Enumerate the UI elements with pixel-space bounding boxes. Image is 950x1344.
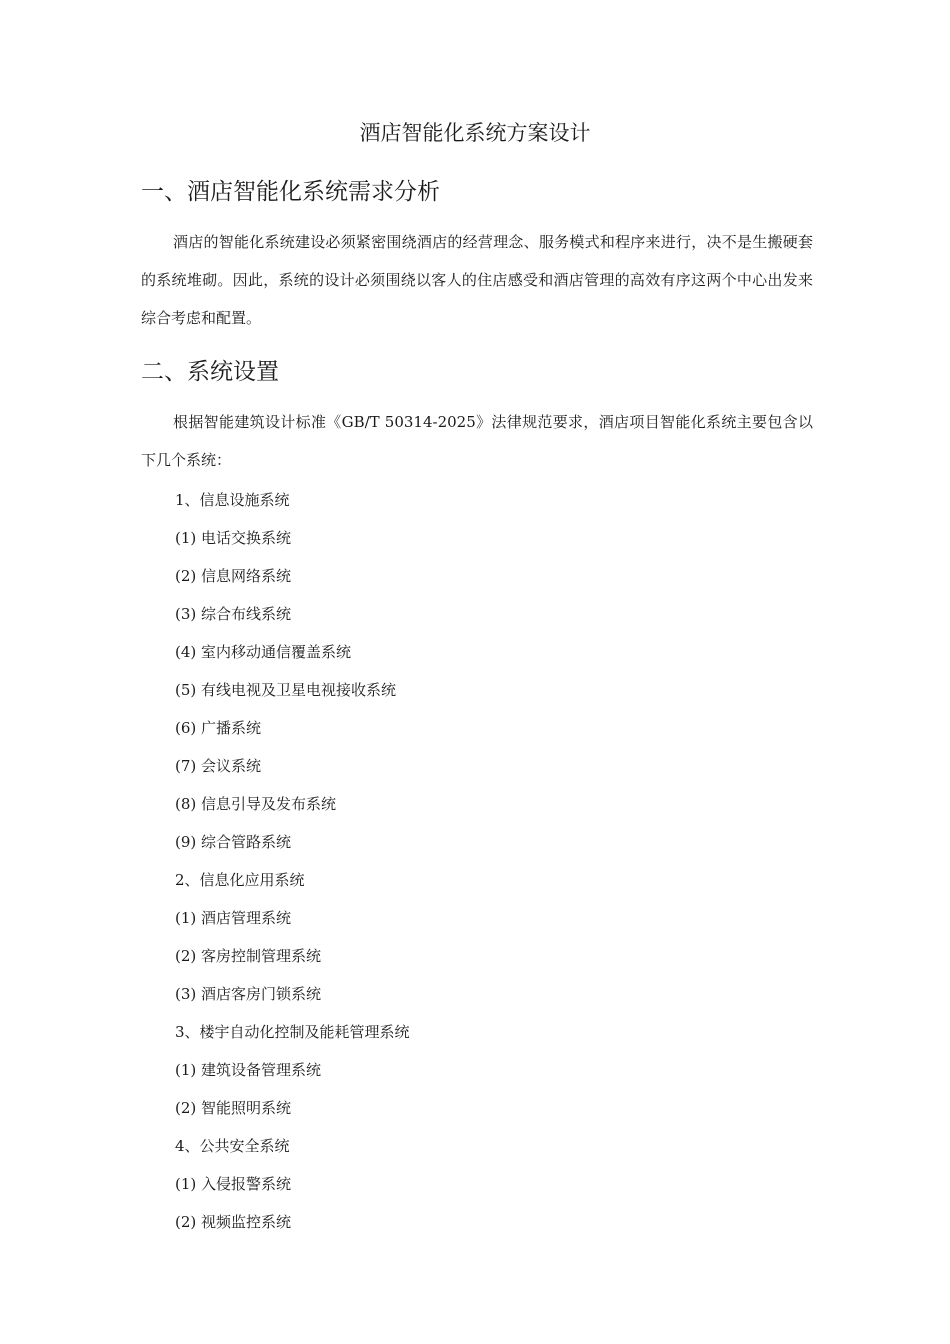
section-heading-system-settings: 二、系统设置 bbox=[141, 359, 279, 385]
list-item: (2) 信息网络系统 bbox=[175, 567, 292, 585]
list-item: (3) 综合布线系统 bbox=[175, 605, 292, 623]
list-item: (1) 电话交换系统 bbox=[175, 529, 292, 547]
list-item: (9) 综合管路系统 bbox=[175, 833, 292, 851]
document-title: 酒店智能化系统方案设计 bbox=[359, 121, 591, 145]
list-item: 1、信息设施系统 bbox=[175, 491, 290, 509]
list-item: (5) 有线电视及卫星电视接收系统 bbox=[175, 681, 397, 699]
list-item: (1) 酒店管理系统 bbox=[175, 909, 292, 927]
list-item: (7) 会议系统 bbox=[175, 757, 262, 775]
list-item: (2) 视频监控系统 bbox=[175, 1213, 292, 1231]
list-item: (3) 酒店客房门锁系统 bbox=[175, 985, 322, 1003]
list-item: (6) 广播系统 bbox=[175, 719, 262, 737]
section-heading-requirements: 一、酒店智能化系统需求分析 bbox=[141, 179, 440, 205]
list-item: (1) 入侵报警系统 bbox=[175, 1175, 292, 1193]
list-item: (2) 智能照明系统 bbox=[175, 1099, 292, 1117]
system-settings-paragraph: 根据智能建筑设计标准《GB/T 50314-2025》法律规范要求，酒店项目智能化系统主要包含以下几个系统： bbox=[141, 413, 813, 469]
requirements-paragraph: 酒店的智能化系统建设必须紧密围绕酒店的经营理念、服务模式和程序来进行，决不是生搬硬套的系统堆砌。因此，系统的设计必须围绕以客人的住店感受和酒店管理的高效有序这两个中心出发来综合考虑和配置。 bbox=[141, 233, 813, 327]
list-item: (2) 客房控制管理系统 bbox=[175, 947, 322, 965]
list-item: (8) 信息引导及发布系统 bbox=[175, 795, 337, 813]
list-item: (4) 室内移动通信覆盖系统 bbox=[175, 643, 352, 661]
list-item: 2、信息化应用系统 bbox=[175, 871, 305, 889]
list-item: 4、公共安全系统 bbox=[175, 1137, 290, 1155]
list-item: 3、楼宇自动化控制及能耗管理系统 bbox=[175, 1023, 410, 1041]
list-item: (1) 建筑设备管理系统 bbox=[175, 1061, 322, 1079]
